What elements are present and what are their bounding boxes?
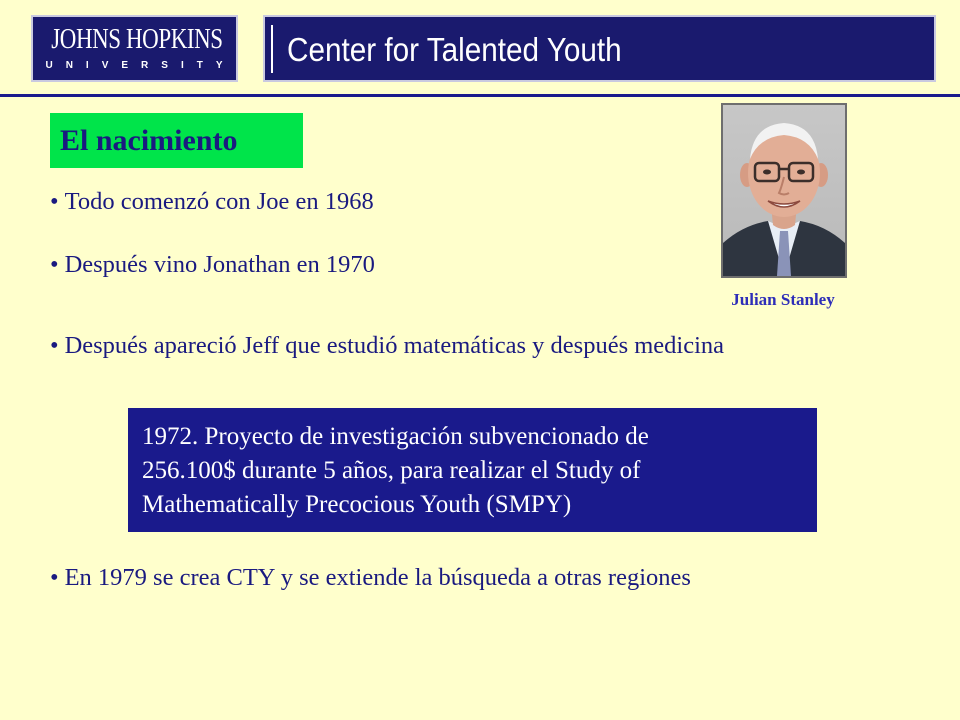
eye-right [797,170,805,175]
bullet-item-2 [50,250,375,280]
photo-caption: Julian Stanley [731,290,835,309]
bullet-item-4 [50,563,691,593]
banner-divider [271,25,273,73]
highlight-box [128,408,817,532]
header-rule [0,94,960,97]
logo-name: JOHNS HOPKINS [51,24,223,55]
banner-title: Center for Talented Youth [287,31,622,68]
bullet-text: Después vino Jonathan en 1970 [64,251,375,278]
eye-left [763,170,771,175]
bullet-text: Todo comenzó con Joe en 1968 [64,188,374,215]
bullet-text: Después apareció Jeff que estudió matemáticas y después medicina [64,332,725,359]
highlight-line-1: 1972. Proyecto de investigación subvencionado de [142,423,649,450]
bullet-icon: • [50,564,59,591]
portrait-illustration [723,105,845,276]
cty-banner [263,15,936,82]
bullet-icon: • [50,332,59,359]
logo-university: UNIVERSITY [45,60,236,71]
bullet-icon: • [50,188,59,215]
bullet-item-1 [50,187,374,217]
highlight-line-3: Mathematically Precocious Youth (SMPY) [142,491,572,518]
slide-title: El nacimiento [50,113,303,168]
bullet-text: En 1979 se crea CTY y se extiende la búsqueda a otras regiones [64,564,691,591]
portrait-photo [721,103,847,278]
bullet-icon: • [50,251,59,278]
highlight-line-2: 256.100$ durante 5 años, para realizar el Study of [142,457,641,484]
bullet-item-3 [50,331,724,361]
jhu-logo [31,15,238,82]
